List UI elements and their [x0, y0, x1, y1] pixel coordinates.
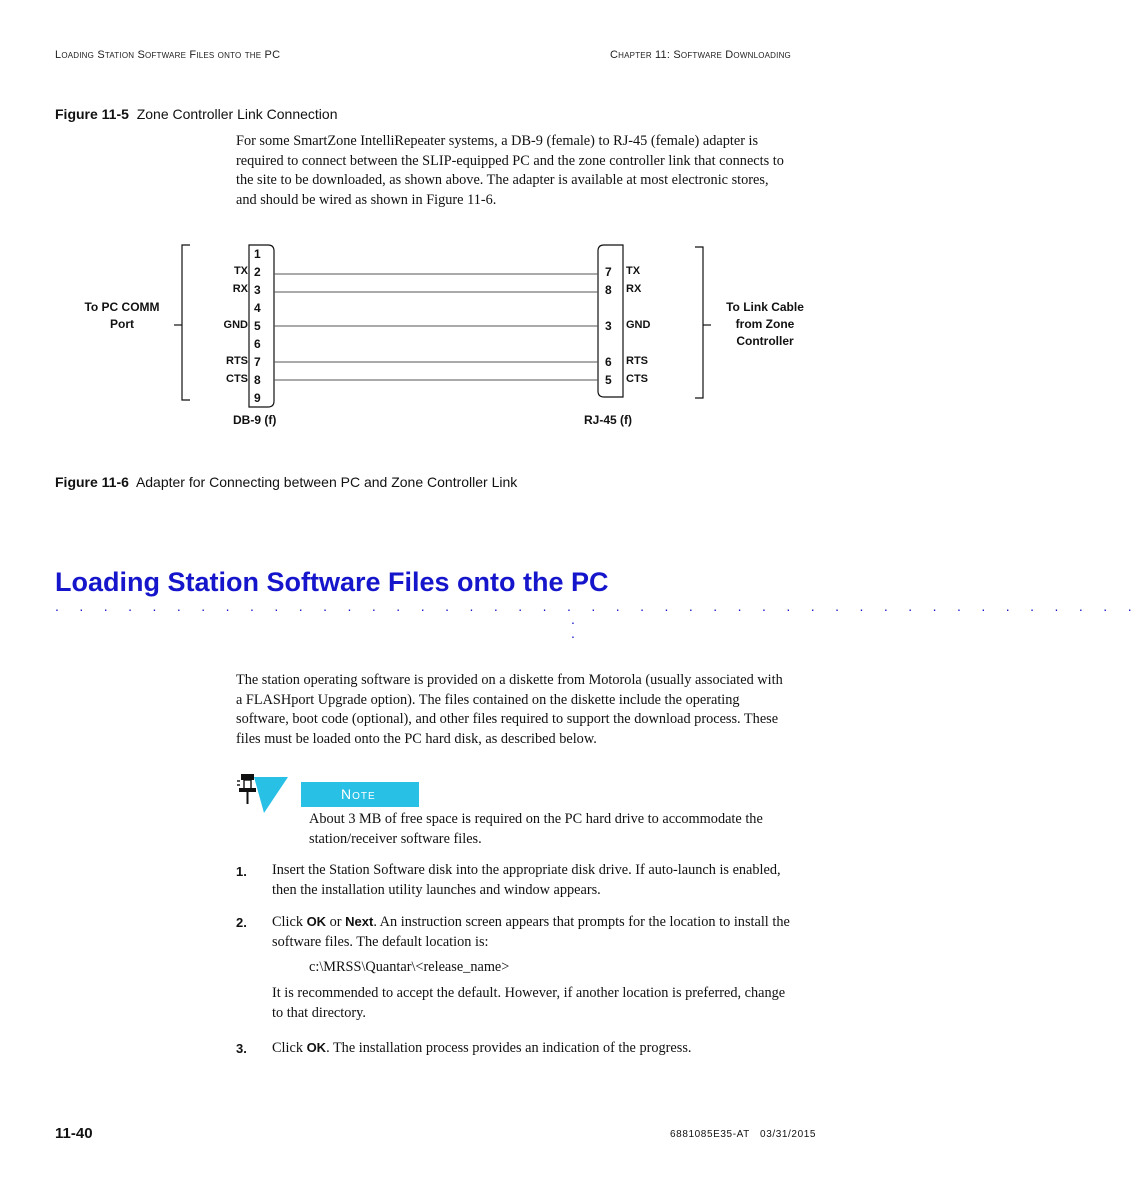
- db9-pin-number: 6: [254, 337, 261, 351]
- db9-connector-label: DB-9 (f): [233, 413, 277, 427]
- rj45-signal-label: CTS: [626, 373, 648, 385]
- rj45-pin-number: 7: [605, 265, 612, 279]
- step-number: 2.: [236, 915, 247, 930]
- rj45-pin-number: 6: [605, 355, 612, 369]
- figure-title: Adapter for Connecting between PC and Zone Controller Link: [135, 474, 518, 490]
- rj45-pin-number: 5: [605, 373, 612, 387]
- right-bracket: [695, 247, 703, 398]
- rj45-connector-label: RJ-45 (f): [584, 413, 633, 427]
- default-install-path: c:\MRSS\Quantar\<release_name>: [309, 959, 510, 975]
- rj45-pin-number: 3: [605, 319, 612, 333]
- rj45-signal-label: RX: [626, 283, 642, 295]
- step-1-text: Insert the Station Software disk into the appropriate disk drive. If auto-launch is enabled, then the installation utility launches and window appears.: [272, 862, 781, 898]
- step-2-text: Click OK or Next. An instruction screen appears that prompts for the location to install the software files. The default location is:: [272, 914, 790, 950]
- db9-signal-label: RTS: [226, 355, 248, 367]
- ok-label: OK: [306, 1040, 327, 1055]
- section-heading-dot: .: [571, 625, 575, 641]
- db9-signal-label: RX: [232, 283, 248, 295]
- left-side-label: To PC COMM Port: [84, 300, 160, 331]
- rj45-signal-label: GND: [626, 319, 651, 331]
- section-heading-dot: .: [571, 611, 575, 627]
- db9-pin-number: 5: [254, 319, 261, 333]
- db9-pin-number: 9: [254, 391, 261, 405]
- db9-pin-number: 4: [254, 301, 261, 315]
- left-bracket: [182, 245, 190, 400]
- running-header-right: Chapter 11: Software Downloading: [610, 49, 791, 61]
- figure-title: Zone Controller Link Connection: [136, 106, 338, 122]
- intro-paragraph: For some SmartZone IntelliRepeater systems, a DB-9 (female) to RJ-45 (female) adapter is required to connect between the SLIP-equipped PC and the zone controller link that connects to the site to be downloaded, as shown above. The adapter is available at most electronic stores, and should be wired as shown in Figure 11-6.: [236, 133, 784, 208]
- running-header-left: Loading Station Software Files onto the PC: [55, 49, 281, 61]
- figure-number: Figure 11-6: [55, 474, 129, 490]
- note-text: About 3 MB of free space is required on the PC hard drive to accommodate the station/receiver software files.: [309, 811, 763, 847]
- rj45-signal-label: RTS: [626, 355, 648, 367]
- db9-signal-label: CTS: [226, 373, 248, 385]
- db9-signal-label: TX: [233, 265, 248, 277]
- db9-pin-number: 3: [254, 283, 261, 297]
- db9-pin-number: 8: [254, 373, 261, 387]
- right-side-label: To Link Cable from Zone Controller: [726, 300, 804, 348]
- note-badge: Note: [301, 782, 419, 807]
- page-number: 11-40: [55, 1125, 93, 1142]
- step-2-followup: It is recommended to accept the default. However, if another location is preferred, change to that directory.: [272, 985, 786, 1021]
- db9-signal-label: GND: [223, 319, 248, 331]
- note-pushpin-icon: [234, 773, 290, 817]
- rj45-pin-number: 8: [605, 283, 612, 297]
- db9-connector-outline: [249, 245, 274, 407]
- figure-11-6-caption: [55, 474, 517, 490]
- db9-pin-number: 7: [254, 355, 261, 369]
- document-id: 6881085E35-AT 03/31/2015: [670, 1129, 817, 1140]
- db9-pin-number: 1: [254, 247, 261, 261]
- adapter-wiring-diagram: [0, 0, 926, 440]
- section-heading-dotted-rule: . . . . . . . . . . . . . . . . . . . . . . . . . . . . . . . . . . . . . . . . . . . . .: [55, 598, 1140, 614]
- step-number: 1.: [236, 864, 247, 879]
- section-paragraph: The station operating software is provided on a diskette from Motorola (usually associated with a FLASHport Upgrade option). The files contained on the diskette include the operating software, boot code (optional), and other files required to support the download process. These files must be loaded onto the PC hard disk, as described below.: [236, 672, 783, 747]
- section-heading: Loading Station Software Files onto the PC: [55, 567, 609, 597]
- rj45-signal-label: TX: [626, 265, 641, 277]
- next-label: Next: [345, 914, 374, 929]
- step-3-text: Click OK. The installation process provides an indication of the progress.: [272, 1040, 692, 1056]
- db9-pin-number: 2: [254, 265, 261, 279]
- ok-label: OK: [306, 914, 327, 929]
- step-number: 3.: [236, 1041, 247, 1056]
- figure-number: Figure 11-5: [55, 106, 129, 122]
